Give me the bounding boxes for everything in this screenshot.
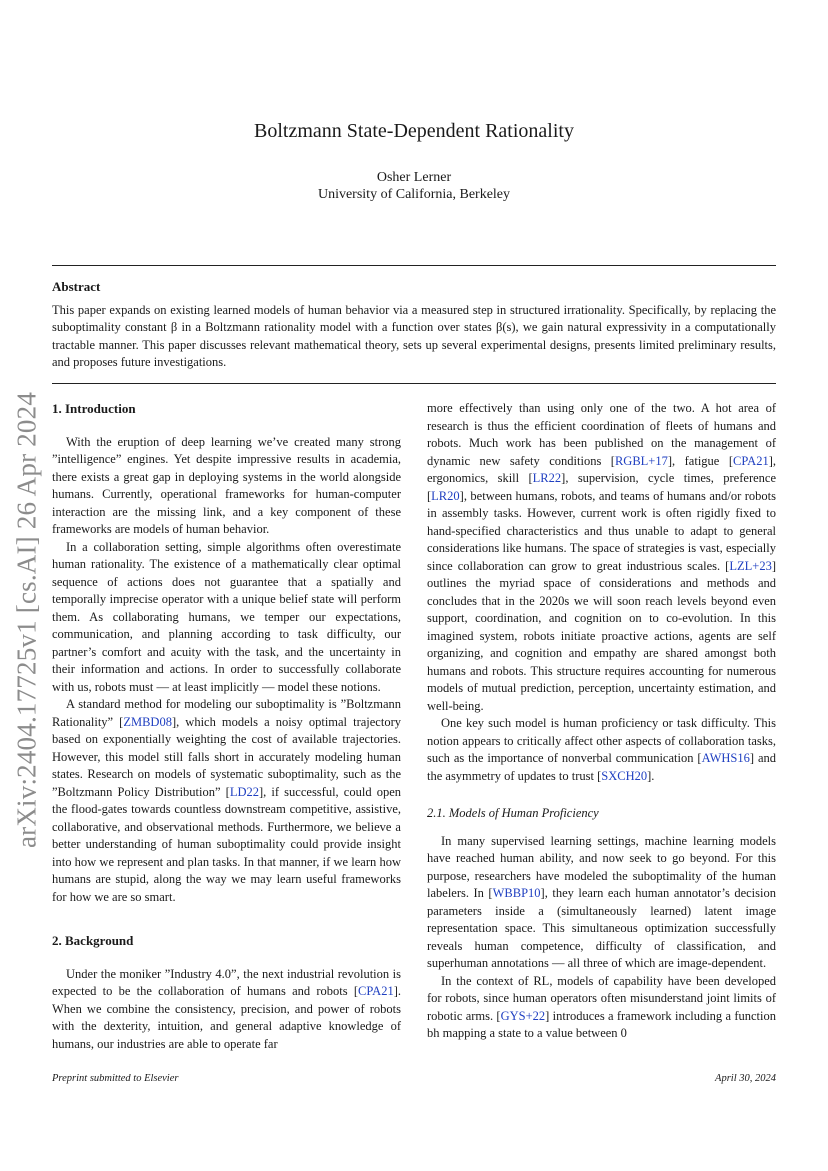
citation-link[interactable]: LR22: [532, 471, 562, 485]
abstract-heading: Abstract: [52, 279, 101, 294]
citation-link[interactable]: LD22: [229, 784, 260, 799]
section-introduction-heading: 1. Introduction: [52, 401, 136, 416]
citation-link[interactable]: SXCH20: [601, 768, 648, 783]
paper-title: Boltzmann State-Dependent Rationality: [254, 120, 574, 142]
citation-link[interactable]: CPA21: [358, 984, 394, 998]
citation-link[interactable]: RGBL+17: [614, 453, 668, 468]
arxiv-sidebar-stamp: [0, 360, 55, 880]
author-affiliation: University of California, Berkeley: [317, 187, 511, 202]
citation-link[interactable]: AWHS16: [701, 751, 750, 765]
footer-submission-note: Preprint submitted to Elsevier: [52, 1073, 179, 1084]
citation-link[interactable]: WBBP10: [492, 886, 541, 900]
abstract-text: This paper expands on existing learned models of human behavior via a measured step in structured irrationality. Specifically, by replacing the suboptimality constant β in a Boltzmann rationality model with a function over states β(s), we gain natural expressivity in a computationally tractable manner. This paper discusses relevant mathematical theory, sets up several experimental designs, presents limited preliminary results, and proposes future investigations.: [52, 303, 776, 369]
proficiency-paragraph-1: In many supervised learning settings, machine learning models have reached human ability, and now seek to go beyond. For this purpose, researchers have modeled the suboptimality of the human labelers. In [WBBP10], they learn each human annotator’s decision parameters inside a (simultaneously learned) latent image representation space. This simultaneous optimization successfully reveals human competence, difficulty of classification, and superhuman annotations — all three of which are image-dependent.: [427, 833, 776, 970]
section-background-heading: 2. Background: [52, 933, 134, 948]
background-paragraph-2: One key such model is human proficiency or task difficulty. This notion appears to critically affect other aspects of collaboration tasks, such as the importance of nonverbal communication [AWHS16] and the asymmetry of updates to trust [SXCH20].: [427, 716, 777, 783]
citation-link[interactable]: CPA21: [733, 453, 769, 468]
author-name: Osher Lerner: [376, 170, 452, 185]
right-column: [427, 400, 776, 1043]
intro-paragraph-3: A standard method for modeling our suboptimality is ”Boltzmann Rationality” [ZMBD08], which models a noisy optimal trajectory based on exponentially weighting the cost of available trajectories. However, this model still falls short in accurately modeling human states. Research on models of systematic suboptimality, such as the ”Boltzmann Policy Distribution” [LD22], if successful, could open the flood-gates towards countless downstream competitive, assistive, collaborative, and observational methods. Furthermore, we believe a better understanding of human suboptimality could provide insight into how we represent and plan tasks. In that manner, if we learn how humans are stupid, along the way we may learn useful frameworks for how we are so smart.: [52, 697, 401, 904]
subsection-heading: 2.1. Models of Human Proficiency: [427, 806, 599, 820]
intro-paragraph-2: In a collaboration setting, simple algorithms often overestimate human rationality. The existence of a mathematically clear optimal sequence of actions does not guarantee that a spatially and temporally imprecise operator with a unique belief state will perform them. As collaborating humans, we temper our expectations, communication, and planning according to task difficulty, our partner’s comfort and acuity with the task, and the uncertainty in their information and actions. In order to successfully collaborate with us, robots must — at least implicitly — model these notions.: [52, 539, 401, 694]
abstract-top-rule: [52, 265, 776, 266]
background-paragraph-1: Under the moniker ”Industry 4.0”, the next industrial revolution is expected to be the collaboration of humans and robots [CPA21]. When we combine the consistency, precision, and power of robots with the dexterity, intuition, and general adaptive knowledge of humans, our industries are able to operate far: [52, 966, 401, 1051]
proficiency-paragraph-2: In the context of RL, models of capability have been developed for robots, since human operators often misunderstand joint limits of robotic arms. [GYS+22] introduces a framework including a function bh mapping a state to a value between 0: [427, 973, 776, 1040]
footer-date: April 30, 2024: [715, 1073, 776, 1084]
citation-link[interactable]: GYS+22: [500, 1008, 546, 1023]
citation-link[interactable]: LZL+23: [729, 558, 772, 573]
citation-link[interactable]: ZMBD08: [123, 714, 172, 729]
arxiv-identifier: arXiv:2404.17725v1 [cs.AI] 26 Apr 2024: [11, 391, 42, 849]
abstract-bottom-rule: [52, 383, 776, 384]
citation-link[interactable]: LR20: [431, 488, 460, 503]
intro-paragraph-1: With the eruption of deep learning we’ve created many strong ”intelligence” engines. Yet despite impressive results in academia, there exists a great gap in deploying systems in the world alongside humans. Currently, operational frameworks for human-computer interaction are the missing link, and a key component of these frameworks are models of human behavior.: [52, 434, 401, 536]
left-column: [52, 400, 401, 1053]
background-paragraph-continued: more effectively than using only one of the two. A hot area of research is thus the efficient coordination of fleets of humans and robots. Much work has been published on the management of dynamic new safety conditions [RGBL+17], fatigue [CPA21], ergonomics, skill [LR22], supervision, cycle times, preference [LR20], between humans, robots, and teams of humans and/or robots in assembly tasks. However, current work is often rigidly fixed to hand-specified characteristics and thus unable to adapt to general considerations like humans. The space of strategies is vast, especially since collaboration can grow to great industrious scales. [LZL+23] outlines the myriad space of considerations and methods and concludes that in the 2020s we will soon reach levels beyond even support, coordination, and cognition on to co-evolution. In this imagined system, robots initiate proactive actions, agents are self organizing, and cognition and empathy are shared amongst both humans and robots. This structure requires accounting for numerous models of mutual prediction, perception, uncertainty estimation, and well-being.: [427, 401, 776, 713]
